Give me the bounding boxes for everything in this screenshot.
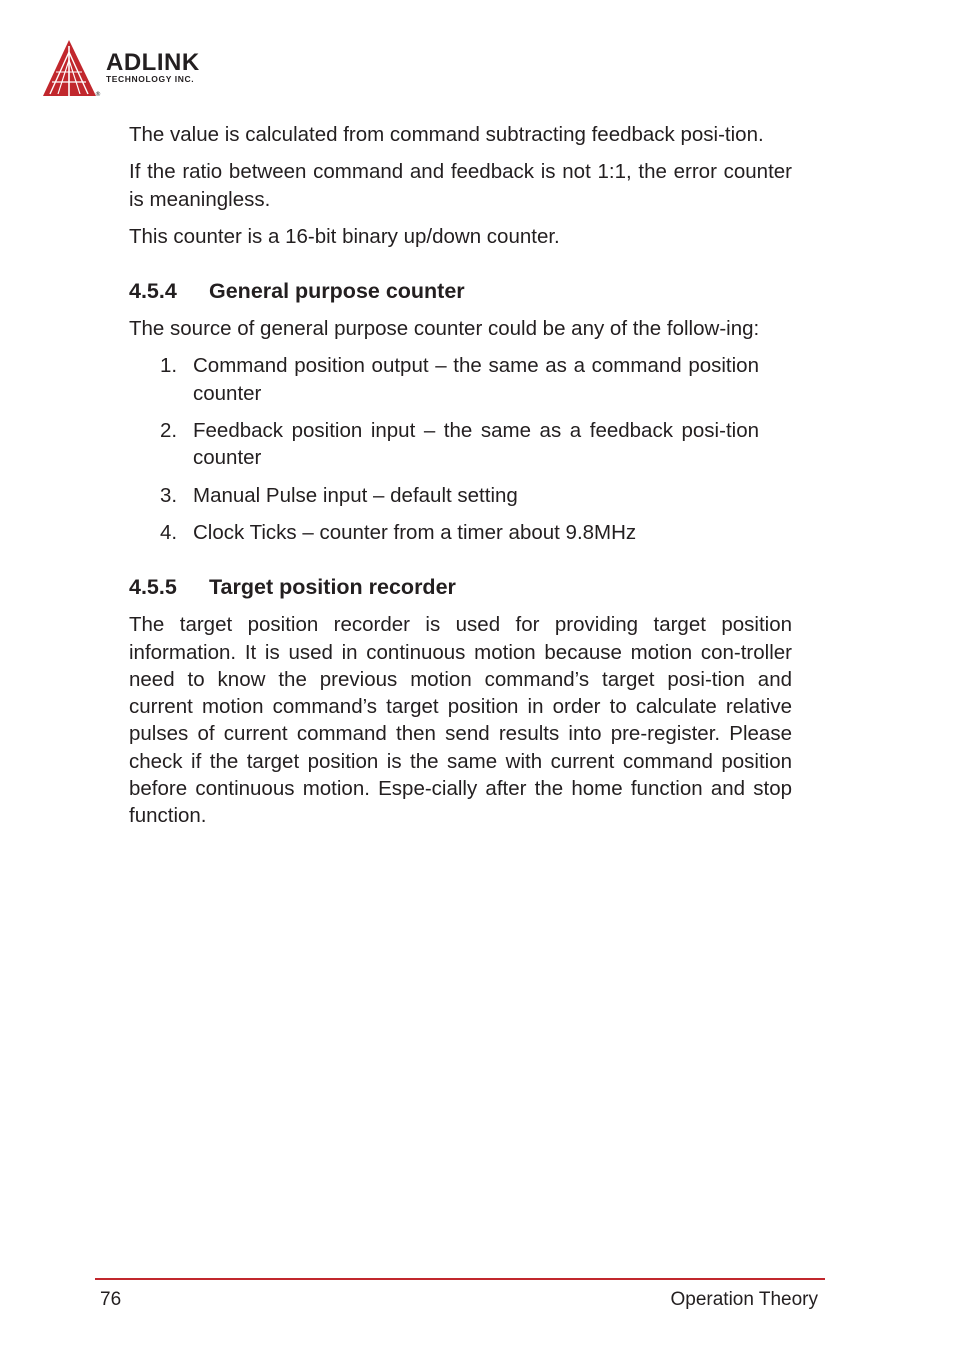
section-number: 4.5.5	[129, 575, 177, 600]
section-4-5-4-paragraph: The source of general purpose counter could be any of the follow-ing:	[129, 317, 760, 341]
list-marker: 3.	[160, 483, 178, 507]
intro-paragraph-1: The value is calculated from command subtracting feedback posi-tion.	[129, 123, 764, 146]
logo-subtitle: TECHNOLOGY INC.	[106, 74, 195, 84]
list-item	[129, 352, 759, 407]
list-item	[129, 417, 759, 472]
company-logo	[42, 38, 242, 102]
logo-name: ADLINK	[106, 49, 200, 76]
footer-section-name: Operation Theory	[670, 1289, 818, 1310]
section-number: 4.5.4	[129, 279, 177, 304]
list-marker: 4.	[160, 520, 178, 544]
page-content	[129, 121, 792, 840]
list-marker: 2.	[160, 419, 178, 443]
counter-source-list	[129, 352, 759, 546]
footer-rule	[95, 1278, 825, 1280]
section-4-5-5-paragraph: The target position recorder is used for providing target position information. It is used in continuous motion because motion con-troller need to know the previous motion command’s target posi-tion and current motion command’s target position in order to calculate relative pulses of current command then send results into pre-register. Please check if the target position is the same with current command position before continuous motion. Espe-cially after the home function and stop function.	[129, 613, 792, 828]
logo-wordmark	[106, 49, 200, 84]
list-item	[129, 519, 759, 546]
section-title: Target position recorder	[209, 575, 456, 600]
intro-paragraph-2: If the ratio between command and feedback is not 1:1, the error counter is meaningless.	[129, 160, 792, 211]
registered-mark: ®	[95, 91, 101, 98]
list-item-text: Command position output – the same as a command position counter	[193, 354, 759, 405]
list-marker: 1.	[160, 354, 178, 378]
list-item-text: Feedback position input – the same as a feedback posi-tion counter	[193, 419, 759, 470]
adlink-triangle-logo-icon	[42, 38, 98, 98]
section-heading-4-5-4	[129, 278, 792, 304]
list-item-text: Clock Ticks – counter from a timer about 9.8MHz	[193, 520, 637, 544]
list-item	[129, 482, 759, 509]
section-heading-4-5-5	[129, 574, 792, 600]
intro-paragraph-3: This counter is a 16-bit binary up/down counter.	[129, 224, 560, 248]
list-item-text: Manual Pulse input – default setting	[193, 483, 518, 507]
page-number: 76	[100, 1289, 122, 1310]
section-title: General purpose counter	[209, 279, 465, 304]
